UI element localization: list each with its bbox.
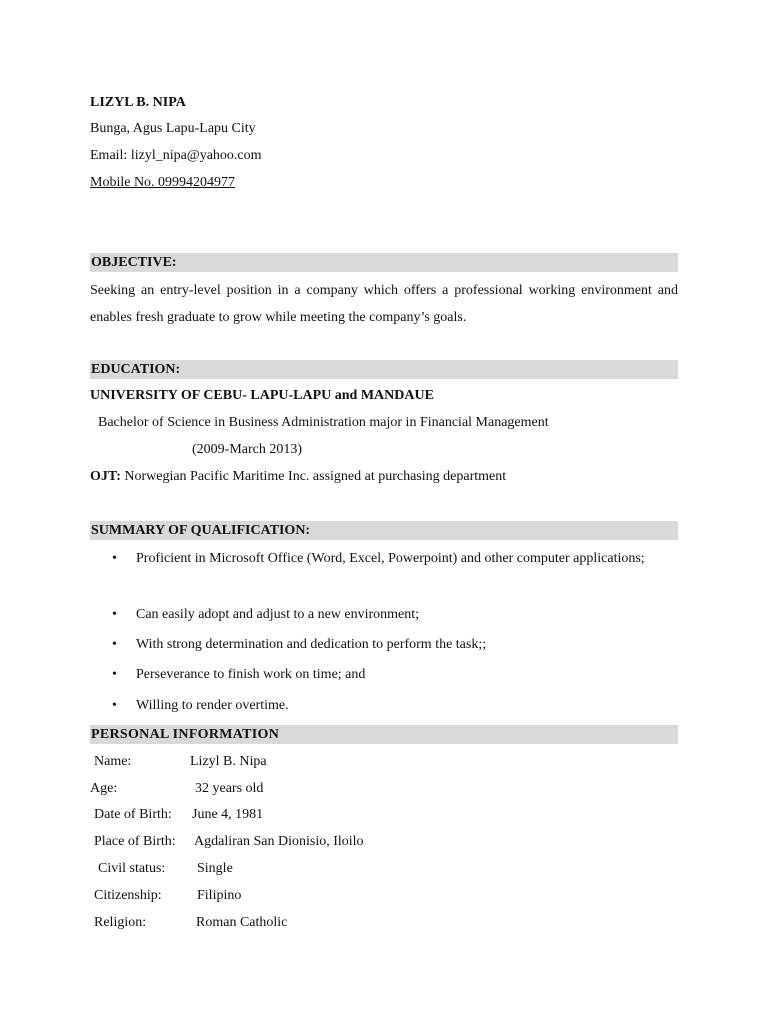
personal-value-dob: June 4, 1981 [192, 807, 264, 822]
personal-value-pob: Agdaliran San Dionisio, Iloilo [194, 834, 364, 849]
ojt-line [90, 468, 506, 486]
personal-label-age: Age: [90, 781, 118, 796]
personal-value-name: Lizyl B. Nipa [190, 754, 267, 769]
objective-section-bar [90, 253, 678, 272]
personal-label-pob: Place of Birth: [94, 834, 176, 849]
personal-section-bar [90, 725, 678, 744]
personal-label-citizenship: Citizenship: [94, 888, 162, 903]
bullet-icon: • [112, 607, 117, 622]
ojt-text: Norwegian Pacific Maritime Inc. assigned at purchasing department [124, 469, 507, 484]
personal-value-religion: Roman Catholic [196, 915, 288, 930]
applicant-name: LIZYL B. NIPA [90, 95, 186, 110]
qualification-item: With strong determination and dedication to perform the task;; [136, 637, 487, 652]
education-section-bar [90, 360, 678, 379]
personal-value-citizenship: Filipino [197, 888, 242, 903]
personal-value-age: 32 years old [195, 781, 264, 796]
applicant-address: Bunga, Agus Lapu-Lapu City [90, 121, 256, 136]
personal-label-dob: Date of Birth: [94, 807, 172, 822]
qualifications-heading: SUMMARY OF QUALIFICATION: [91, 523, 311, 538]
bullet-icon: • [112, 667, 117, 682]
bullet-icon: • [112, 551, 117, 566]
education-years: (2009-March 2013) [192, 442, 303, 457]
degree-text: Bachelor of Science in Business Administration major in Financial Management [98, 415, 549, 430]
objective-text: Seeking an entry-level position in a company which offers a professional working environment and enables fresh graduate to grow while meeting the company’s goals. [90, 283, 678, 325]
personal-heading: PERSONAL INFORMATION [91, 727, 280, 742]
qualifications-section-bar [90, 521, 678, 540]
bullet-icon: • [112, 698, 117, 713]
ojt-label: OJT: [90, 469, 121, 484]
objective-heading: OBJECTIVE: [91, 255, 177, 270]
qualification-item: Perseverance to finish work on time; and [136, 667, 366, 682]
school-name: UNIVERSITY OF CEBU- LAPU-LAPU and MANDAUE [90, 388, 434, 403]
personal-label-religion: Religion: [94, 915, 147, 930]
personal-label-civil-status: Civil status: [98, 861, 166, 876]
applicant-mobile: Mobile No. 09994204977 [90, 175, 236, 190]
bullet-icon: • [112, 637, 117, 652]
education-heading: EDUCATION: [91, 362, 181, 377]
qualification-item: Willing to render overtime. [136, 698, 289, 713]
personal-label-name: Name: [94, 754, 132, 769]
personal-value-civil-status: Single [197, 861, 233, 876]
applicant-email: Email: lizyl_nipa@yahoo.com [90, 148, 262, 163]
qualification-item: Proficient in Microsoft Office (Word, Excel, Powerpoint) and other computer applications; [136, 551, 645, 566]
qualification-item: Can easily adopt and adjust to a new environment; [136, 607, 420, 622]
